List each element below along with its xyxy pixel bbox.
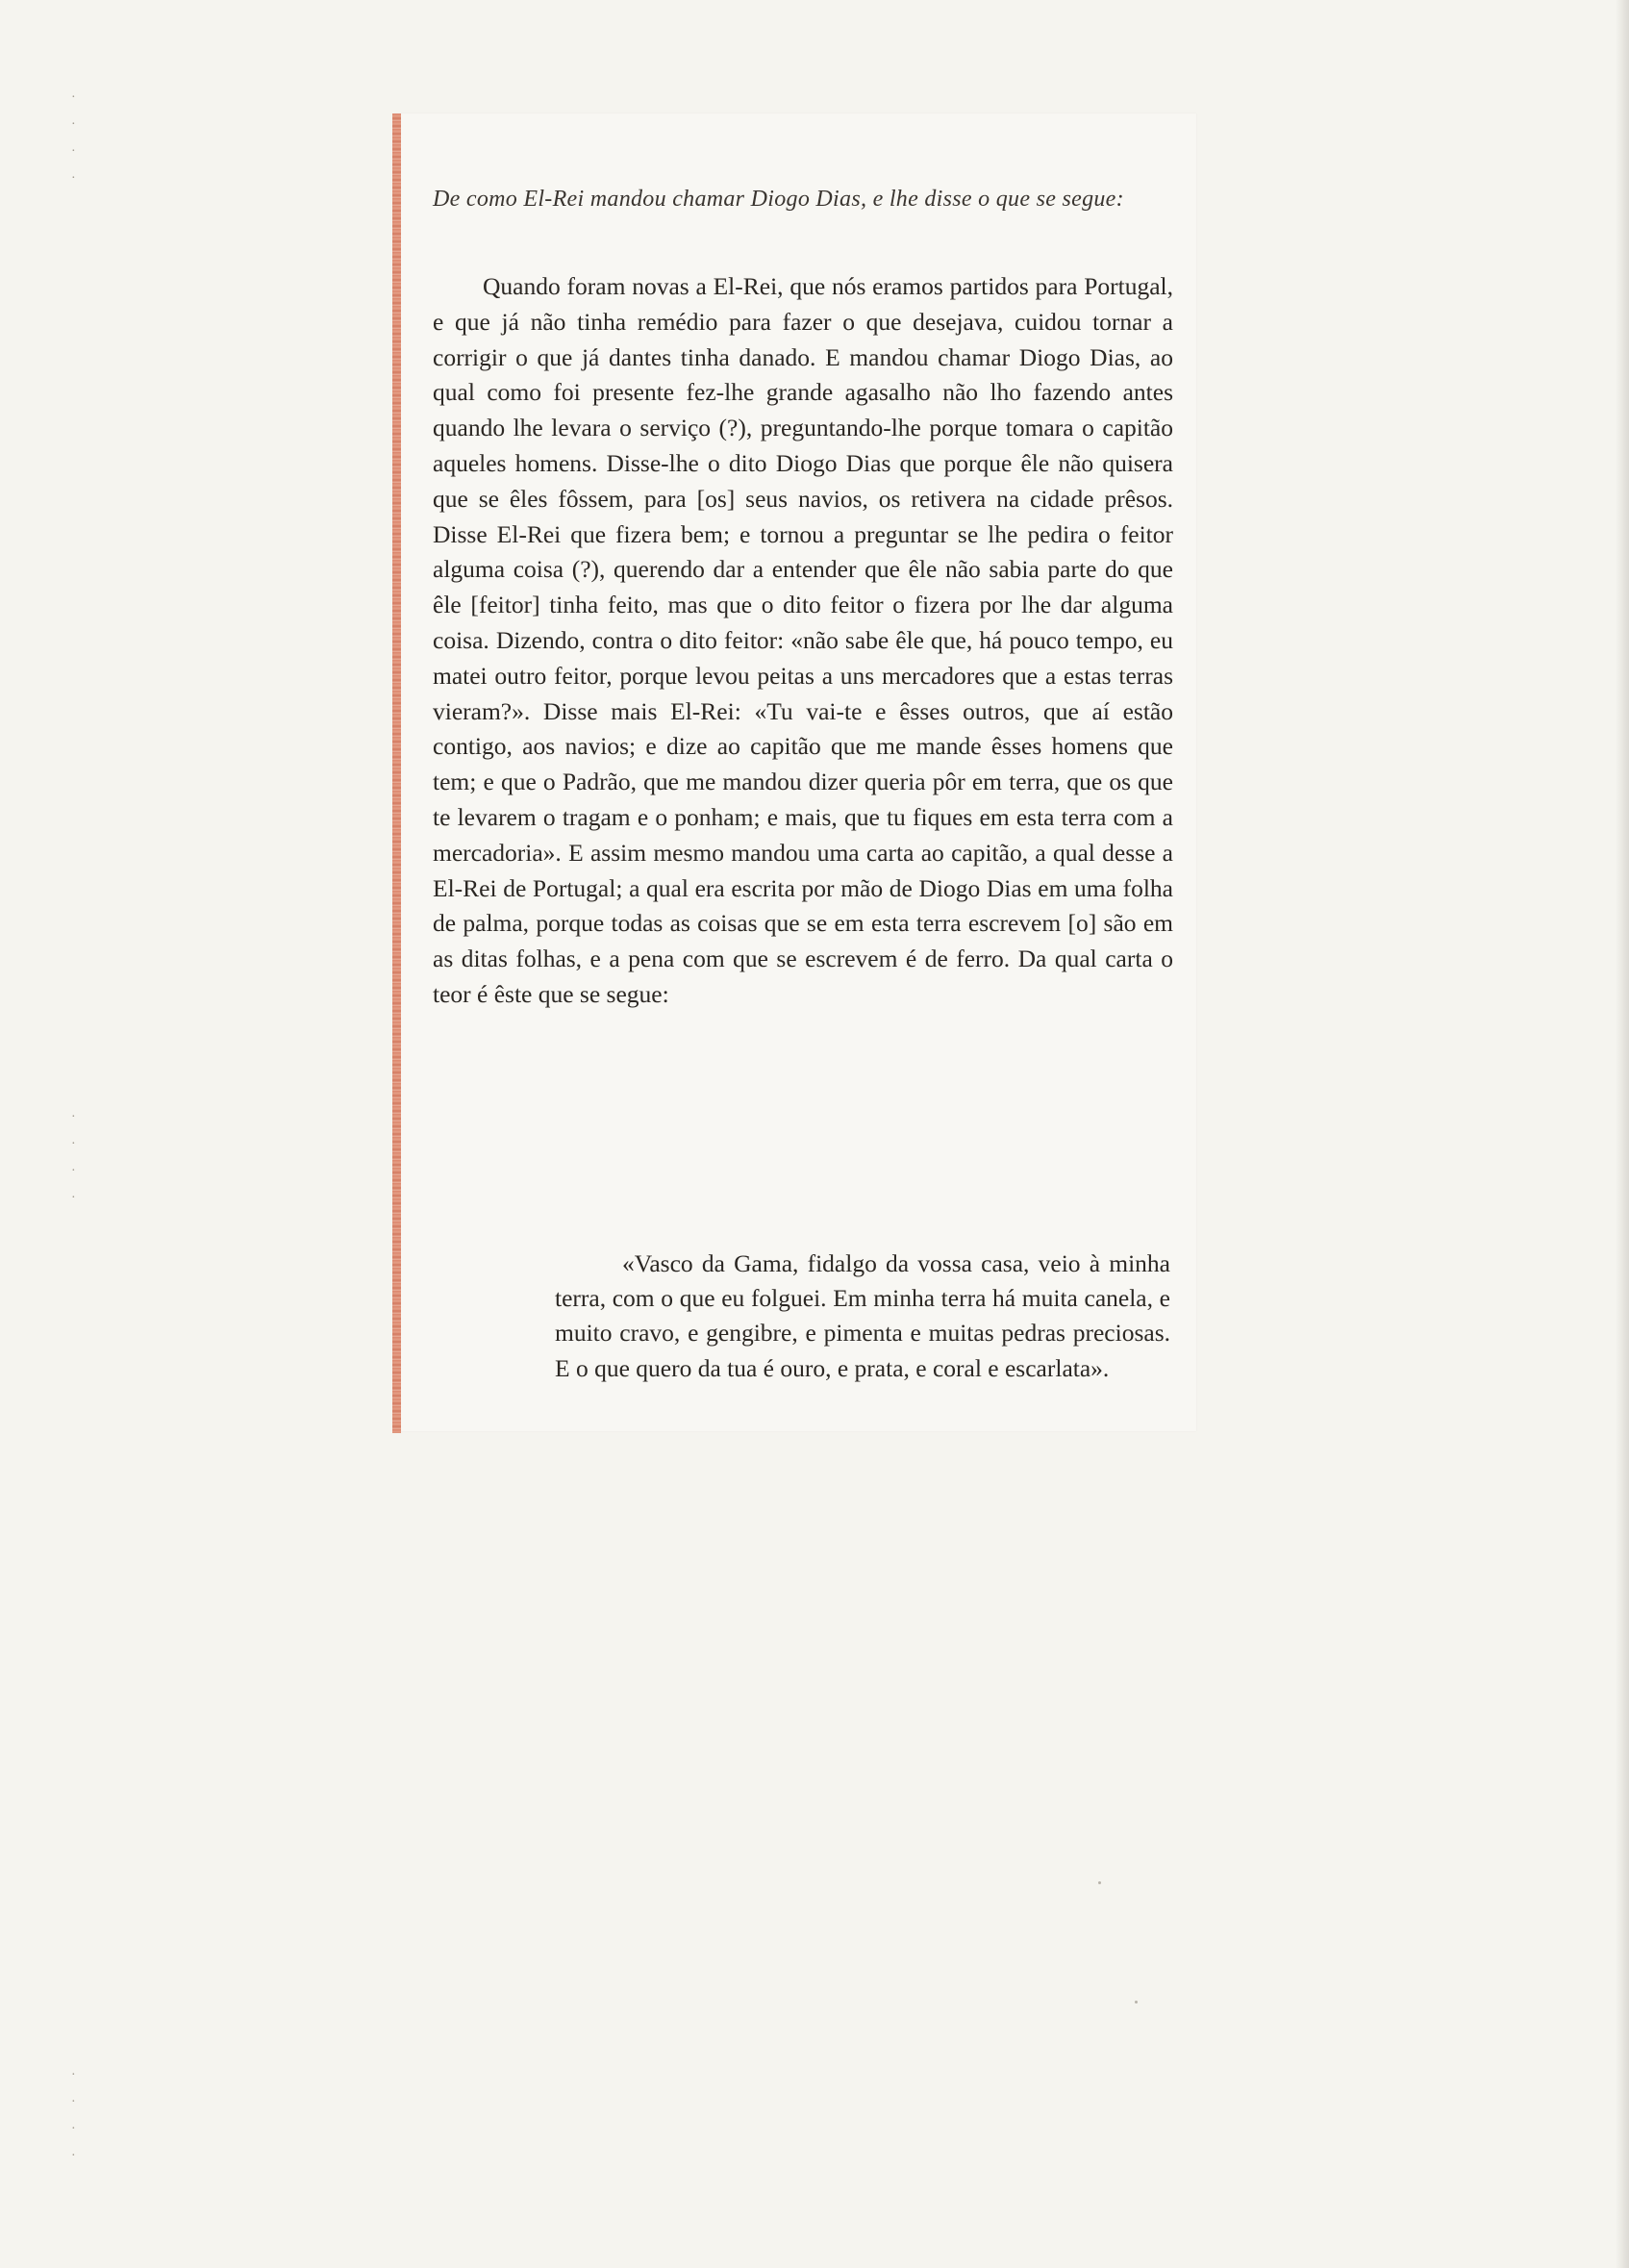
letter-paragraph: «Vasco da Gama, fidalgo da vossa casa, veio à minha terra, com o que eu folguei. Em minha terra há muita canela, e muito cravo, e gengibre, e pimenta e muitas pedras preciosas. E o que quero da tua é ouro, e prata, e coral e escarlata». [555,1249,1170,1382]
punch-marks-bottom: · · · · [71,2068,76,2163]
body-paragraph: Quando foram novas a El-Rei, que nós eramos partidos para Portugal, e que já não tinha remédio para fazer o que desejava, cuidou tornar a corrigir o que já dantes tinha danado. E mandou chamar Diogo Dias, ao qual como foi presente fez-lhe grande agasalho não lho fazendo antes quando lhe levara o serviço (?), preguntando-lhe porque tomara o capitão aqueles homens. Disse-lhe o dito Diogo Dias que porque êle não quisera que se êles fôssem, para [os] seus navios, os retivera na cidade prêsos. Disse El-Rei que fizera bem; e tornou a preguntar se lhe pedira o feitor alguma coisa (?), querendo dar a entender que êle não sabia parte do que êle [feitor] tinha feito, mas que o dito feitor o fizera por lhe dar alguma coisa. Dizendo, contra o dito feitor: «não sabe êle que, há pouco tempo, eu matei outro feitor, porque levou peitas a uns mercadores que a estas terras vieram?». Disse mais El-Rei: «Tu vai-te e êsses outros, que aí estão contigo, aos navios; e dize ao capitão que me mande êsses homens que tem; e que o Padrão, que me mandou dizer queria pôr em terra, que os que te levarem o tragam e o ponham; e mais, que tu fiques em esta terra com a mercadoria». E assim mesmo mandou uma carta ao capitão, a qual desse a El-Rei de Portugal; a qual era escrita por mão de Diogo Dias em uma folha de palma, porque todas as coisas que se em esta terra escrevem [o] são em as ditas folhas, e a pena com que se escrevem é de ferro. Da qual carta o teor é êste que se segue: [433,272,1173,1008]
body-text [433,269,1173,1013]
quoted-letter [555,1247,1170,1386]
punch-marks-middle: · · · · [71,1110,76,1205]
punch-marks-top: · · · · [71,90,76,186]
speck [1135,2001,1138,2003]
chapter-heading: De como El-Rei mandou chamar Diogo Dias, e lhe disse o que se segue: [433,187,1124,212]
speck [1098,1881,1101,1884]
scan-edge [1616,0,1629,2268]
margin-stripe [392,113,401,1433]
